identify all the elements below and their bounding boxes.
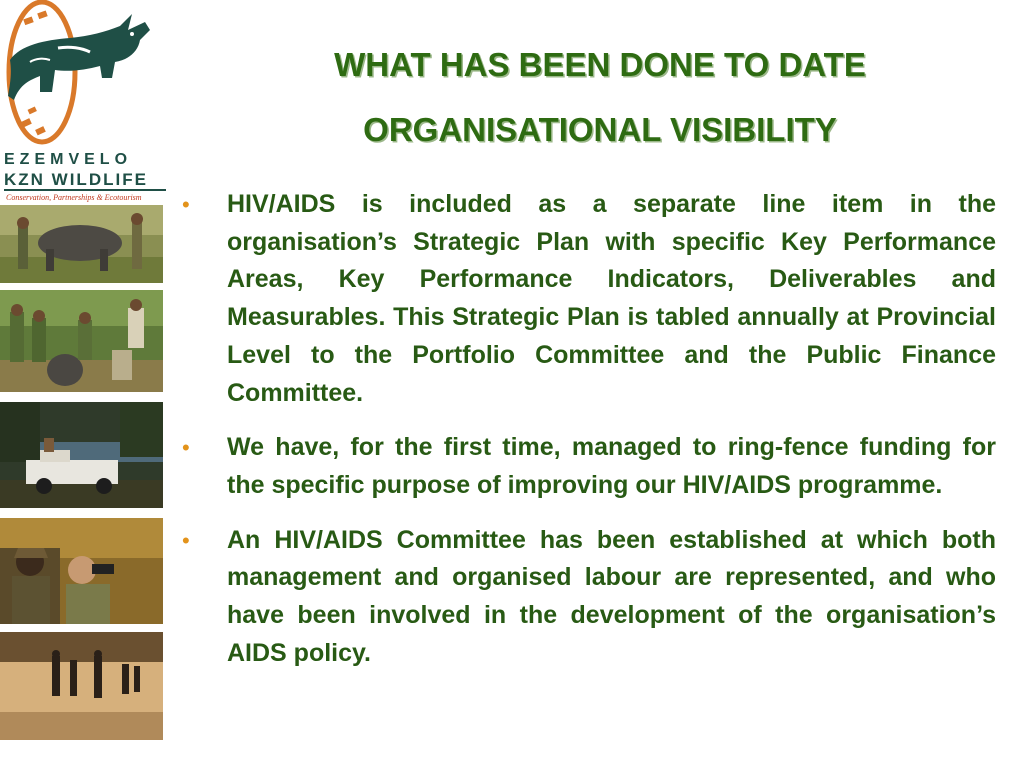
photo-people-wading <box>0 632 163 740</box>
bullet-icon: • <box>182 192 190 217</box>
bullet-text: We have, for the first time, managed to ring-fence funding for the specific purpose of improving our HIV/AIDS programme. <box>227 433 996 499</box>
logo-text-line2: KZN WILDLIFE <box>4 170 148 189</box>
bullet-item <box>180 522 996 673</box>
rhino-emblem-icon <box>0 0 168 150</box>
photo-rangers-group <box>0 290 163 392</box>
photo-rhino-rangers <box>0 205 163 283</box>
bullet-text: An HIV/AIDS Committee has been established at which both management and organised labour are represented, and who have been involved in the development of the organisation’s AIDS policy. <box>227 525 996 667</box>
photo-rangers-binoculars <box>0 518 163 624</box>
bullet-text: HIV/AIDS is included as a separate line item in the organisation’s Strategic Plan with specific Key Performance Areas, Key Performance Indicators, Deliverables and Measurables. This Strategic Plan is tabled annually at Provincial Level to the Portfolio Committee and the Public Finance Committee. <box>227 190 996 407</box>
logo-tagline: Conservation, Partnerships & Ecotourism <box>6 193 142 202</box>
bullet-icon: • <box>182 527 190 553</box>
sidebar <box>0 0 168 768</box>
slide-title: WHAT HAS BEEN DONE TO DATE <box>334 46 866 83</box>
ezemvelo-logo <box>0 0 168 205</box>
photo-game-drive-vehicle <box>0 402 163 508</box>
bullet-list <box>180 186 996 689</box>
bullet-item <box>180 429 996 504</box>
logo-divider <box>4 189 166 191</box>
bullet-icon: • <box>182 435 190 461</box>
bullet-item <box>180 186 996 412</box>
logo-text-line1: EZEMVELO <box>4 151 133 168</box>
slide-subtitle: ORGANISATIONAL VISIBILITY <box>363 111 837 148</box>
